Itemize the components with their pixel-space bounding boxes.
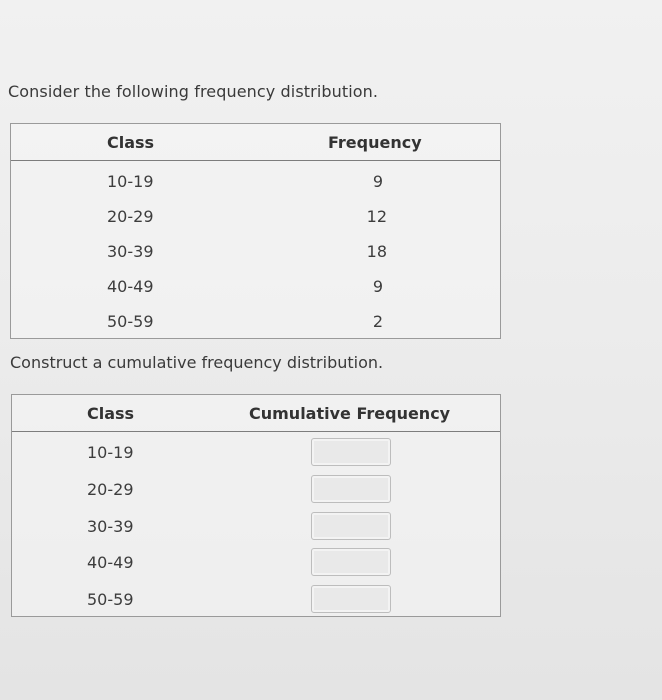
table-row bbox=[11, 234, 500, 270]
frequency-cell: 9 bbox=[372, 277, 383, 296]
table-row bbox=[12, 472, 500, 508]
cumulative-frequency-input-20-29[interactable] bbox=[311, 475, 391, 503]
frequency-table-header bbox=[11, 124, 500, 161]
frequency-table bbox=[10, 123, 501, 339]
class-cell: 50-59 bbox=[107, 312, 154, 331]
class-cell: 20-29 bbox=[87, 480, 134, 499]
table-row bbox=[12, 582, 500, 618]
frequency-cell: 2 bbox=[372, 312, 383, 331]
table-row bbox=[11, 304, 500, 340]
frequency-cell: 12 bbox=[366, 207, 387, 226]
table-row bbox=[11, 164, 500, 200]
class-cell: 10-19 bbox=[87, 443, 134, 462]
class-cell: 30-39 bbox=[87, 517, 134, 536]
class-cell: 20-29 bbox=[107, 207, 154, 226]
class-cell: 40-49 bbox=[107, 277, 154, 296]
intro-text: Consider the following frequency distribution. bbox=[8, 82, 379, 101]
frequency-cell: 18 bbox=[366, 242, 387, 261]
construct-text: Construct a cumulative frequency distribution. bbox=[10, 353, 384, 372]
cumulative-frequency-input-50-59[interactable] bbox=[311, 585, 391, 613]
frequency-cell: 9 bbox=[372, 172, 383, 191]
table-row bbox=[12, 435, 500, 471]
cumulative-frequency-input-30-39[interactable] bbox=[311, 512, 391, 540]
cumulative-frequency-header: Cumulative Frequency bbox=[249, 404, 451, 423]
class-header: Class bbox=[107, 133, 155, 152]
table-row bbox=[12, 509, 500, 545]
frequency-header: Frequency bbox=[328, 133, 422, 152]
class-cell: 50-59 bbox=[87, 590, 134, 609]
table-row bbox=[12, 545, 500, 581]
cumulative-table-header bbox=[12, 395, 500, 432]
table-row bbox=[11, 199, 500, 235]
class-cell: 40-49 bbox=[87, 553, 134, 572]
table-row bbox=[11, 269, 500, 305]
cumulative-table bbox=[11, 394, 501, 617]
cumulative-frequency-input-40-49[interactable] bbox=[311, 548, 391, 576]
class-cell: 30-39 bbox=[107, 242, 154, 261]
class-cell: 10-19 bbox=[107, 172, 154, 191]
class-header: Class bbox=[87, 404, 135, 423]
cumulative-frequency-input-10-19[interactable] bbox=[311, 438, 391, 466]
